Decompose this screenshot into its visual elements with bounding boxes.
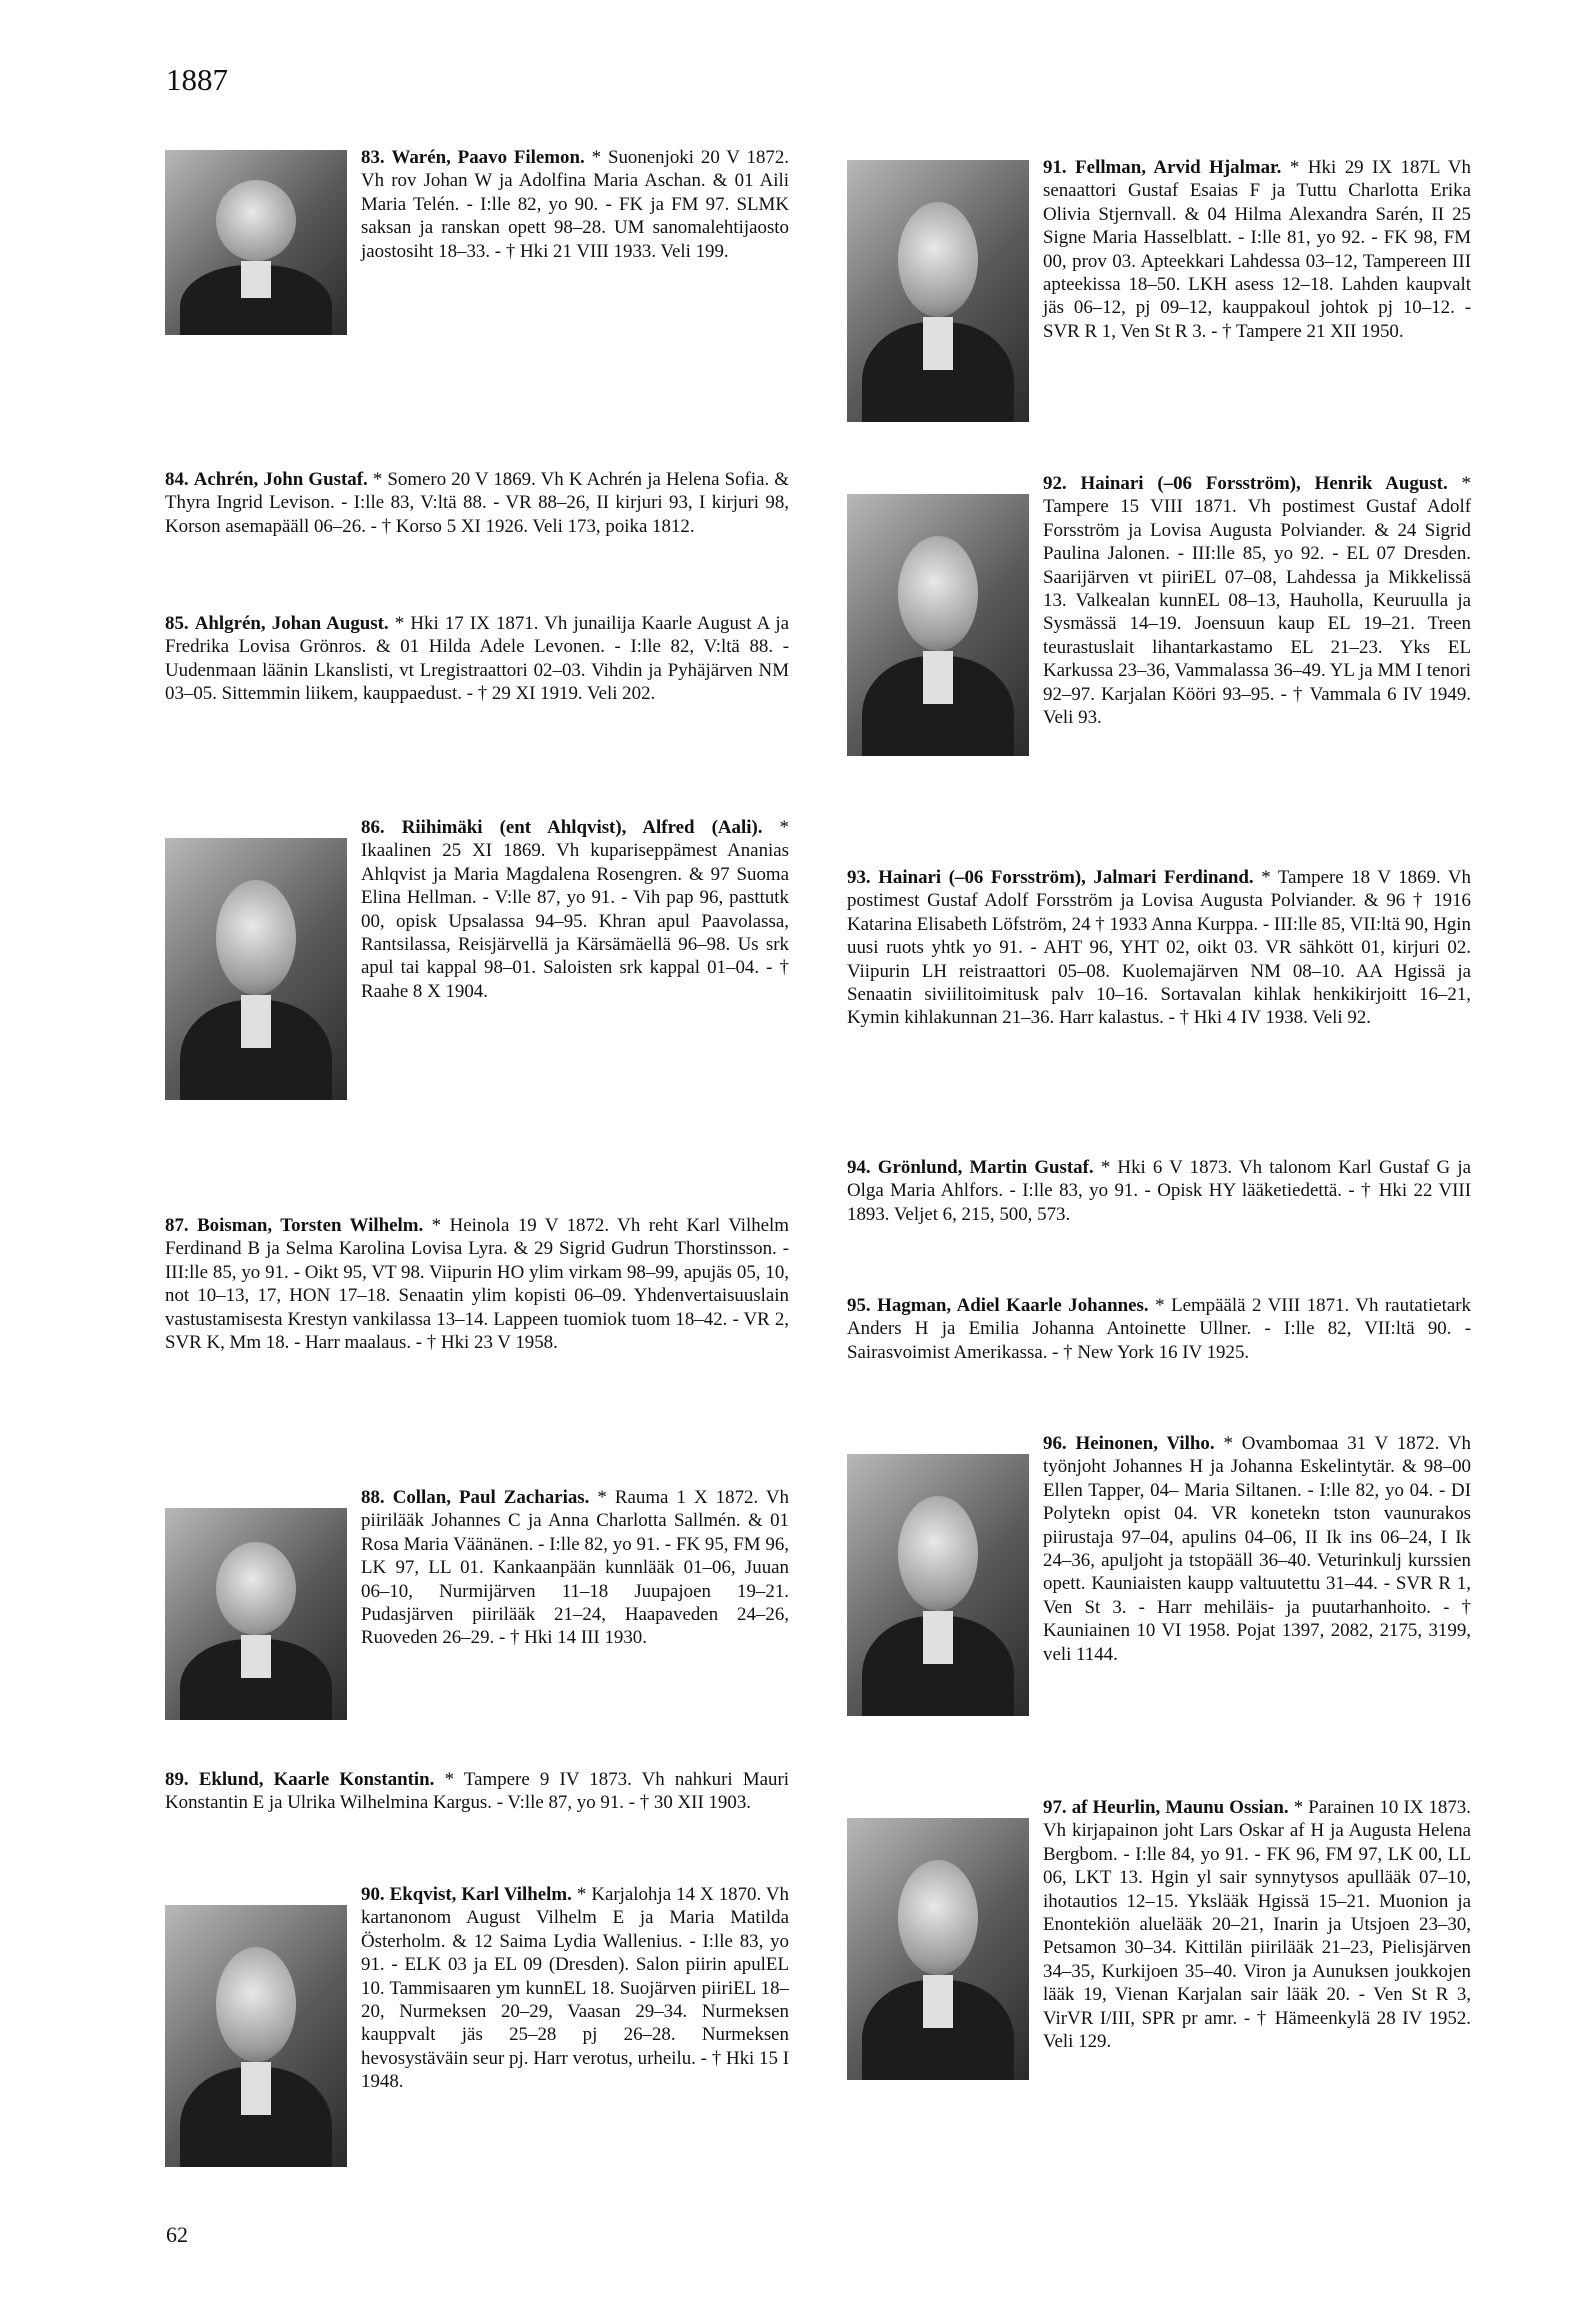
portrait-photo [165, 838, 347, 1100]
portrait-photo [847, 1454, 1029, 1716]
entry-name: Boisman, Torsten Wilhelm. [197, 1215, 424, 1236]
entry-86 [165, 816, 789, 1104]
entry-text: * Tampere 18 V 1869. Vh postimest Gustaf Adolf Forsström ja Lovisa Augusta Polviander. & 96 † 1916 Katarina Elisabeth Löfström, 24 † 1933 Anna Kurppa. - III:lle 85, VII:ltä 90, Hgin uusi ruots yhtk yo 91. - AHT 96, YHT 02, oikt 03. VR sähkött 01, kirjuri 02. Viipurin LH reistraattori 05–08. Kuolemajärven NM 08–10. AA Hgissä ja Senaatin siviilitoimitusk palv 10–16. Sortavalan kihlak henkikirjoitt 16–21, Kymin kihlakunnan 21–36. Harr kalastus. - † Hki 4 IV 1938. Veli 92. [847, 867, 1471, 1029]
page-year: 1887 [166, 62, 228, 97]
entry-number: 94. [847, 1157, 871, 1178]
entry-name: Ahlgrén, Johan August. [194, 613, 389, 634]
entry-name: af Heurlin, Maunu Ossian. [1071, 1797, 1289, 1818]
entry-91 [847, 156, 1471, 426]
entry-number: 96. [1043, 1433, 1067, 1454]
entry-92 [847, 472, 1471, 760]
entry-number: 92. [1043, 473, 1067, 494]
entry-number: 86. [361, 817, 385, 838]
entry-name: Heinonen, Vilho. [1075, 1433, 1215, 1454]
entry-text: * Somero 20 V 1869. Vh K Achrén ja Helena Sofia. & Thyra Ingrid Levison. - I:lle 83, V:ltä 88. - VR 88–26, II kirjuri 93, I kirjuri 98, Korson asemapääll 06–26. - † Korso 5 XI 1926. Veli 173, poika 1812. [165, 469, 789, 537]
entry-text: * Ovambomaa 31 V 1872. Vh työnjoht Johannes H ja Johanna Eskelintytär. & 98–00 Ellen Tapper, 04– Maria Siltanen. - I:lle 82, yo 04. - DI Polytekn opist 04. VR konetekn tston vaunurakos piirustaja 97–04, apulins 04–06, II Ik ins 06–24, I Ik 24–36, apuljoht ja tstopääll 36–40. Veturinkulj kurssien opett. Kauniaisten kaupp valtuutettu 31–44. - SVR R 1, Ven St 3. - Harr mehiläis- ja puutarhanhoito. - † Kauniainen 10 VI 1958. Pojat 1397, 2082, 2175, 3199, veli 1144. [1043, 1433, 1471, 1665]
entry-name: Grönlund, Martin Gustaf. [877, 1157, 1094, 1178]
entry-97 [847, 1796, 1471, 2084]
entry-text: * Hki 17 IX 1871. Vh junailija Kaarle August A ja Fredrika Lovisa Grönros. & 01 Hilda Adele Levonen. - I:lle 82, V:ltä 88. - Uudenmaan läänin Lkanslisti, vt Lregistraattori 02–03. Vihdin ja Pyhäjärven NM 03–05. Sittemmin liikem, kauppaedust. - † 29 XI 1919. Veli 202. [165, 613, 789, 705]
page-number: 62 [166, 2222, 188, 2247]
entry-text: * Tampere 9 IV 1873. Vh nahkuri Mauri Konstantin E ja Ulrika Wilhelmina Kargus. - V:lle 87, yo 91. - † 30 XII 1903. [165, 1769, 789, 1814]
entry-83 [165, 146, 789, 339]
entry-text: * Hki 6 V 1873. Vh talonom Karl Gustaf G ja Olga Maria Ahlfors. - I:lle 83, yo 91. - Opisk HY lääketiedettä. - † Hki 22 VIII 1893. Veljet 6, 215, 500, 573. [847, 1157, 1471, 1225]
entry-87 [165, 1214, 789, 1354]
entry-name: Eklund, Kaarle Konstantin. [198, 1769, 435, 1790]
entry-number: 88. [361, 1487, 385, 1508]
entry-name: Hainari (–06 Forsström), Jalmari Ferdinand. [878, 867, 1254, 888]
portrait-photo [847, 160, 1029, 422]
entry-text: * Suonenjoki 20 V 1872. Vh rov Johan W ja Adolfina Maria Aschan. & 01 Aili Maria Telén. - I:lle 82, yo 90. - FK ja FM 97. SLMK saksan ja ranskan opett 98–28. UM sanomalehtijaosto jaostosiht 18–33. - † Hki 21 VIII 1933. Veli 199. [361, 147, 789, 262]
entry-number: 90. [361, 1884, 385, 1905]
entry-name: Ekqvist, Karl Vilhelm. [389, 1884, 572, 1905]
entry-name: Hagman, Adiel Kaarle Johannes. [877, 1295, 1149, 1316]
entry-name: Warén, Paavo Filemon. [391, 147, 585, 168]
entry-number: 91. [1043, 157, 1067, 178]
entry-number: 95. [847, 1295, 871, 1316]
entry-94 [847, 1156, 1471, 1226]
portrait-photo [165, 1905, 347, 2167]
portrait-photo [165, 1508, 347, 1720]
portrait-photo [847, 1818, 1029, 2080]
entry-96 [847, 1432, 1471, 1720]
entry-number: 85. [165, 613, 189, 634]
entry-89 [165, 1768, 789, 1815]
entry-95 [847, 1294, 1471, 1364]
portrait-photo [165, 150, 347, 335]
entry-90 [165, 1883, 789, 2171]
entry-85 [165, 612, 789, 706]
entry-number: 87. [165, 1215, 189, 1236]
entry-text: * Heinola 19 V 1872. Vh reht Karl Vilhelm Ferdinand B ja Selma Karolina Lovisa Lyra. & 29 Sigrid Gudrun Thorstinsson. - III:lle 85, yo 91. - Oikt 95, VT 98. Viipurin HO ylim virkam 98–99, apujäs 05, 10, not 10–13, 17, HON 17–18. Senaatin ylim kopisti 06–09. Yhdenvertaisuuslain vastustamisesta Krestyn vankilassa 13–14. Lappeen tuomiok tuom 18–42. - VR 2, SVR K, Mm 18. - Harr maalaus. - † Hki 23 V 1958. [165, 1215, 789, 1354]
entry-88 [165, 1486, 789, 1724]
entry-name: Achrén, John Gustaf. [193, 469, 368, 490]
entry-text: * Ikaalinen 25 XI 1869. Vh kupariseppämest Ananias Ahlqvist ja Maria Magdalena Rosengren. & 97 Suoma Elina Hellman. - V:lle 87, yo 91. - Vih pap 96, pasttutk 00, opisk Upsalassa 94–95. Khran apul Paavolassa, Rantsilassa, Reisjärvellä ja Kärsämäellä 96–98. Us srk apul tai kappal 98–01. Saloisten srk kappal 01–04. - † Raahe 8 X 1904. [361, 817, 789, 1002]
entry-text: * Tampere 15 VIII 1871. Vh postimest Gustaf Adolf Forsström ja Lovisa Augusta Polviander. & 24 Sigrid Paulina Jalonen. - III:lle 85, yo 92. - EL 07 Dresden. Saarijärven vt piiriEL 07–08, Lahdessa ja Mikkelissä 13. Valkealan kunnEL 08–13, Hauholla, Keuruulla ja Sysmässä 14–19. Joensuun kaup EL 19–21. Treen teurastuslait lihantarkastamo EL 21–23. Yks EL Karkussa 23–36, Vammalassa 36–49. YL ja MM I tenori 92–97. Karjalan Kööri 93–95. - † Vammala 6 IV 1949. Veli 93. [1043, 473, 1471, 729]
entry-text: * Lempäälä 2 VIII 1871. Vh rautatietark Anders H ja Emilia Johanna Antoinette Ullner. - I:lle 82, VII:ltä 90. - Sairasvoimist Amerikassa. - † New York 16 IV 1925. [847, 1295, 1471, 1363]
portrait-photo [847, 494, 1029, 756]
entry-number: 84. [165, 469, 189, 490]
entry-number: 89. [165, 1769, 189, 1790]
entry-93 [847, 866, 1471, 1030]
entry-number: 97. [1043, 1797, 1067, 1818]
entry-name: Hainari (–06 Forsström), Henrik August. [1080, 473, 1448, 494]
entry-number: 83. [361, 147, 385, 168]
entry-text: * Hki 29 IX 187L Vh senaattori Gustaf Esaias F ja Tuttu Charlotta Erika Olivia Stjernvall. & 04 Hilma Alexandra Sarén, II 25 Signe Maria Hasselblatt. - I:lle 81, yo 92. - FK 98, FM 00, prov 03. Apteekkari Lahdessa 03–12, Tampereen III apteekissa 18–50. LKH asess 12–18. Lahden kaupvalt jäs 06–12, pj 09–12, kauppakoul johtok pj 10–12. - SVR R 1, Ven St R 3. - † Tampere 21 XII 1950. [1043, 157, 1471, 342]
entry-text: * Rauma 1 X 1872. Vh piirilääk Johannes C ja Anna Charlotta Sallmén. & 01 Rosa Maria Väänänen. - I:lle 82, yo 91. - FK 95, FM 96, LK 97, LL 01. Kankaanpään kunnlääk 01–06, Juuan 06–10, Nurmijärven 11–18 Juupajoen 19–21. Pudasjärven piirilääk 21–24, Haapaveden 24–26, Ruoveden 26–29. - † Hki 14 III 1930. [361, 1487, 789, 1649]
entry-text: * Parainen 10 IX 1873. Vh kirjapainon joht Lars Oskar af H ja Augusta Helena Bergbom. - I:lle 84, yo 91. - FK 96, FM 97, LK 00, LL 06, LKT 13. Hgin yl sair synnytysos apullääk 07–10, ihotautios 12–15. Ykslääk Hgissä 15–21. Muonion ja Enontekiön aluelääk 20–21, Inarin ja Utsjoen 23–30, Petsamon 30–34. Kittilän piirilääk 21–23, Pielisjärven 34–35, Kurkijoen 35–40. Viron ja Aunuksen joukkojen lääk 19, Vienan Karjalan sair lääk 20. - Ven St R 3, VirVR I/III, SPR pr amr. - † Hämeenkylä 28 IV 1952. Veli 129. [1043, 1797, 1471, 2053]
entry-name: Riihimäki (ent Ahlqvist), Alfred (Aali). [401, 817, 763, 838]
entry-name: Collan, Paul Zacharias. [392, 1487, 590, 1508]
entry-84 [165, 468, 789, 538]
entry-name: Fellman, Arvid Hjalmar. [1075, 157, 1282, 178]
entry-text: * Karjalohja 14 X 1870. Vh kartanonom August Vilhelm E ja Maria Matilda Österholm. & 12 Saima Lydia Wallenius. - I:lle 83, yo 91. - ELK 03 ja EL 09 (Dresden). Salon piirin apulEL 10. Tammisaaren ym kunnEL 18. Suojärven piiriEL 18–20, Nurmeksen 20–29, Vaasan 29–34. Nurmeksen kauppvalt jäs 25–28 pj 26–28. Nurmeksen hevosystäväin seur pj. Harr verotus, urheilu. - † Hki 15 I 1948. [361, 1884, 789, 2093]
entry-number: 93. [847, 867, 871, 888]
